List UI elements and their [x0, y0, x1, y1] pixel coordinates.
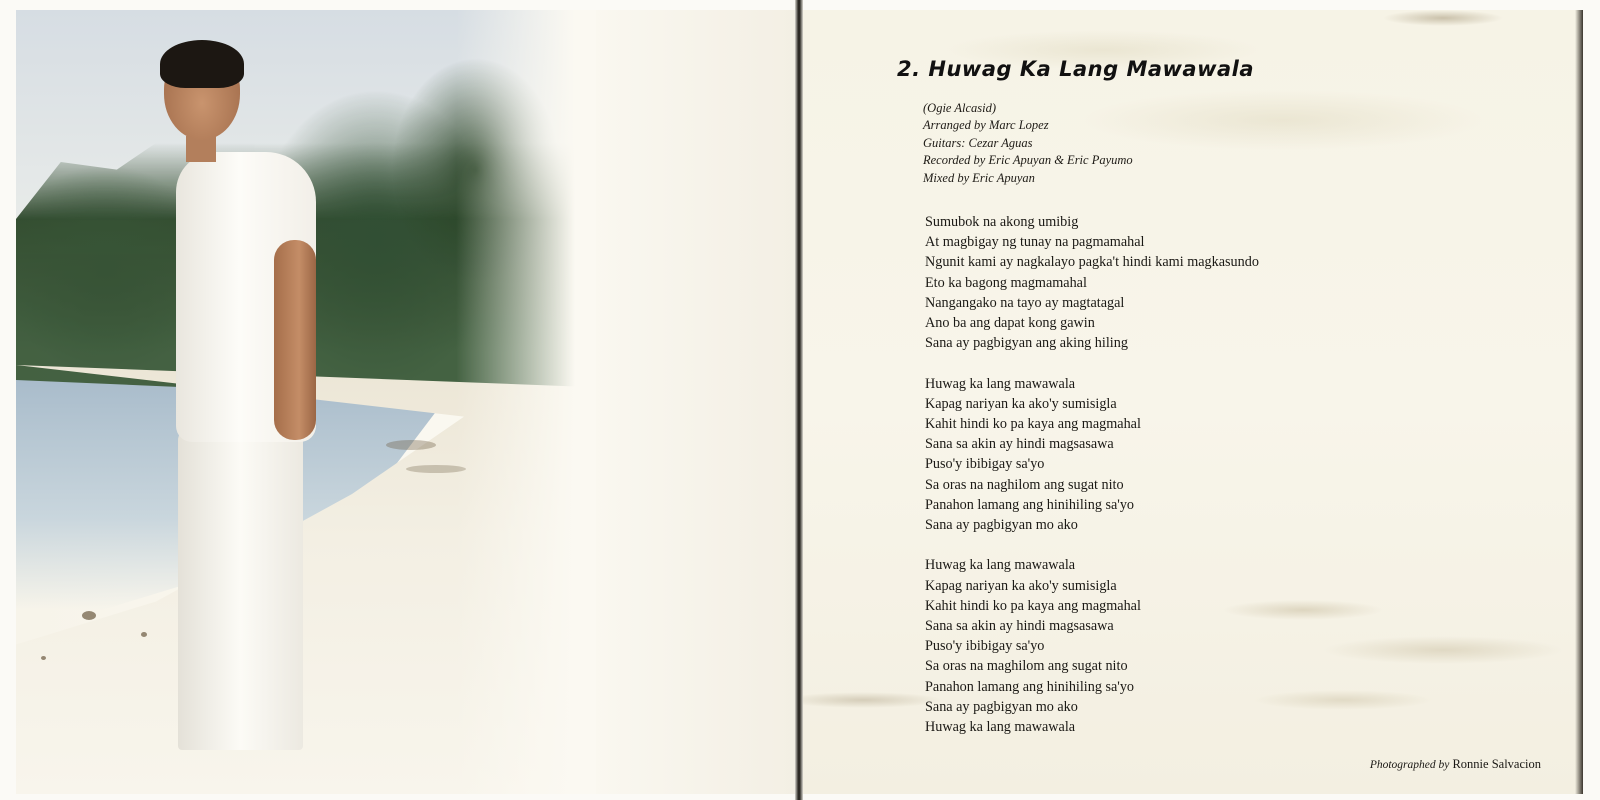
page-edge-shadow	[1575, 10, 1583, 794]
photographer-name: Ronnie Salvacion	[1452, 757, 1541, 771]
lyric-line: Eto ka bagong magmamahal	[925, 274, 1087, 291]
lyric-line: Sa oras na maghilom ang sugat nito	[925, 658, 1128, 675]
lyric-line: Huwag ka lang mawawala	[925, 719, 1076, 736]
photo-credit-prefix: Photographed by	[1369, 759, 1450, 771]
credit-line: Recorded by Eric Apuyan & Eric Payumo	[923, 153, 1133, 168]
pebble	[386, 440, 436, 450]
lyric-line: Sana sa akin ay hindi magsasawa	[925, 436, 1114, 453]
credit-line: Guitars: Cezar Aguas	[923, 135, 1033, 150]
booklet-gutter	[795, 0, 803, 800]
credit-line: Arranged by Marc Lopez	[923, 118, 1049, 133]
lyrics-stanza-3	[925, 555, 1259, 737]
lyric-line: At magbigay ng tunay na pagmamahal	[925, 234, 1145, 251]
credit-line: Mixed by Eric Apuyan	[923, 170, 1035, 185]
photo-credit	[1370, 757, 1541, 772]
lyric-line: Sana ay pagbigyan ang aking hiling	[925, 335, 1128, 352]
man-in-white	[156, 40, 336, 760]
lyric-line: Panahon lamang ang hinihiling sa'yo	[925, 678, 1135, 695]
left-page-photo	[16, 10, 796, 794]
lyric-line: Sana ay pagbigyan mo ako	[925, 517, 1078, 534]
lyric-line: Puso'y ibibigay sa'yo	[925, 638, 1045, 655]
lyric-line: Puso'y ibibigay sa'yo	[925, 456, 1045, 473]
credit-line: (Ogie Alcasid)	[923, 101, 997, 115]
white-pants	[178, 430, 303, 750]
lyric-line: Kapag nariyan ka ako'y sumisigla	[925, 395, 1117, 412]
pebble	[82, 611, 96, 620]
lyric-line: Sumubok na akong umibig	[925, 214, 1079, 230]
lyrics-stanza-2	[925, 374, 1259, 536]
photo-fade	[456, 10, 596, 794]
lyric-line: Sa oras na naghilom ang sugat nito	[925, 476, 1124, 493]
song-title: 2. Huwag Ka Lang Mawawala	[897, 57, 1255, 81]
lyrics	[925, 212, 1259, 737]
hair	[160, 40, 244, 88]
pebble	[41, 656, 46, 660]
song-credits	[923, 100, 1133, 187]
arm	[274, 240, 316, 440]
pebble	[141, 632, 147, 637]
lyric-line: Sana sa akin ay hindi magsasawa	[925, 618, 1114, 635]
right-page-lyrics	[803, 10, 1583, 794]
lyric-line: Nangangako na tayo ay magtatagal	[925, 294, 1125, 311]
lyric-line: Panahon lamang ang hinihiling sa'yo	[925, 496, 1135, 513]
lyric-line: Sana ay pagbigyan mo ako	[925, 698, 1078, 715]
lyric-line: Kahit hindi ko pa kaya ang magmahal	[925, 416, 1141, 433]
lyric-line: Ngunit kami ay nagkalayo pagka't hindi kami magkasundo	[925, 254, 1259, 271]
lyric-line: Kapag nariyan ka ako'y sumisigla	[925, 577, 1117, 594]
lyric-line: Huwag ka lang mawawala	[925, 557, 1076, 574]
lyric-line: Huwag ka lang mawawala	[925, 375, 1076, 392]
lyric-line: Kahit hindi ko pa kaya ang magmahal	[925, 597, 1141, 614]
lyric-line: Ano ba ang dapat kong gawin	[925, 315, 1095, 332]
lyrics-stanza-1	[925, 212, 1259, 353]
